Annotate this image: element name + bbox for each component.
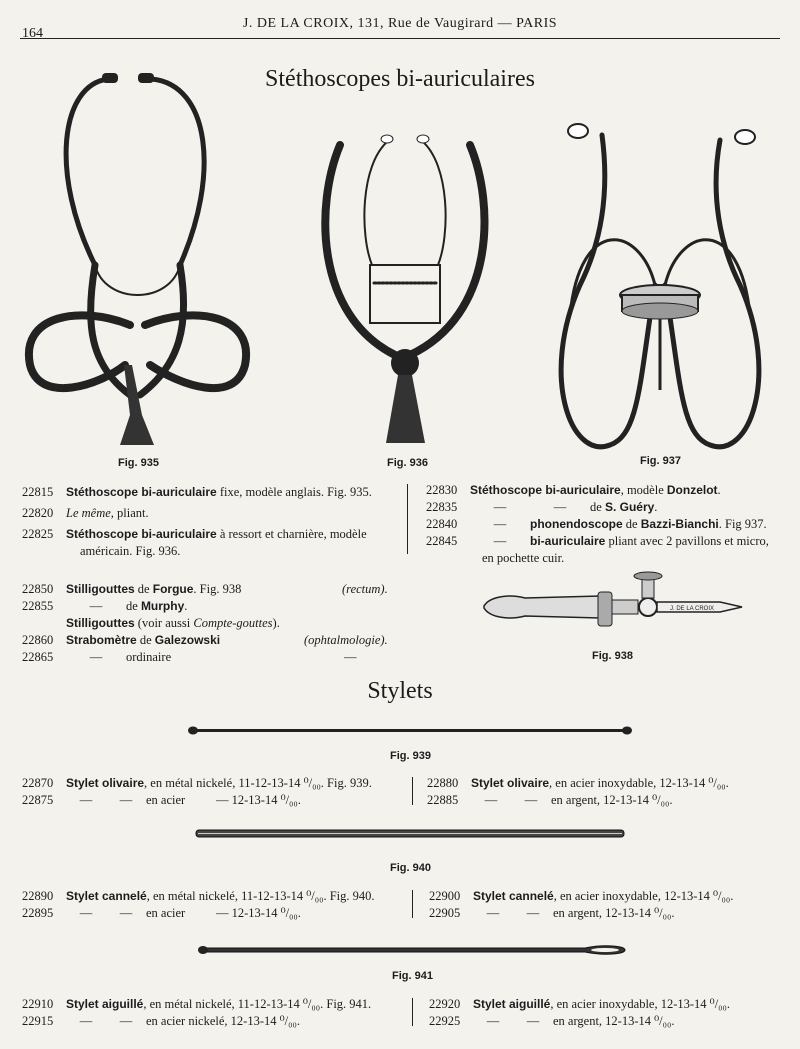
stethoscope-936-illustration (310, 125, 500, 450)
stylet-cannele-right (429, 888, 794, 922)
stylet-939-illustration (185, 720, 635, 740)
dropper-engraving: J. DE LA CROIX (670, 606, 715, 612)
section-title-stethoscopes: Stéthoscopes bi-auriculaires (265, 66, 535, 92)
fig-939-caption: Fig. 939 (390, 750, 431, 762)
list-item: 22885 — — en argent, 12-13-14 ⁰/₀₀. (427, 793, 673, 807)
column-divider (407, 484, 408, 554)
list-item: 22815 Stéthoscope bi-auriculaire fixe, modèle anglais. Fig. 935. (22, 485, 372, 499)
list-item: 22845 — bi-auriculaire pliant avec 2 pavillons et micro, (426, 534, 769, 548)
fig-935-caption: Fig. 935 (118, 457, 159, 469)
list-item-continuation: en pochette cuir. (482, 551, 565, 565)
list-item: 22925 — — en argent, 12-13-14 ⁰/₀₀. (429, 1014, 675, 1028)
column-divider (412, 890, 413, 918)
list-item: 22865 — ordinaire — (22, 650, 357, 664)
list-item: 22880 Stylet olivaire, en acier inoxydable, 12-13-14 ⁰/₀₀. (427, 776, 729, 790)
list-item: Stilligouttes (voir aussi Compte-gouttes). (66, 616, 280, 630)
list-item: 22890 Stylet cannelé, en métal nickelé, 11-12-13-14 ⁰/₀₀. Fig. 940. (22, 889, 375, 903)
fig-938-caption: Fig. 938 (592, 650, 633, 662)
list-item: 22870 Stylet olivaire, en métal nickelé, 11-12-13-14 ⁰/₀₀. Fig. 939. (22, 776, 372, 790)
fig-941-caption: Fig. 941 (392, 970, 433, 982)
section-title-stylets: Stylets (367, 678, 433, 704)
stylet-aiguille-right (429, 996, 794, 1030)
list-item: 22915 — — en acier nickelé, 12-13-14 ⁰/₀₀. (22, 1014, 300, 1028)
list-item: 22905 — — en argent, 12-13-14 ⁰/₀₀. (429, 906, 675, 920)
fig-940-caption: Fig. 940 (390, 862, 431, 874)
stylet-cannele-left (22, 888, 412, 922)
fig-937-caption: Fig. 937 (640, 455, 681, 467)
header-rule (20, 38, 780, 39)
list-item: 22855 — de Murphy. (22, 599, 188, 613)
stylet-olivaire-right (427, 775, 792, 809)
stylet-940-illustration (190, 826, 630, 842)
list-item: 22920 Stylet aiguillé, en acier inoxydable, 12-13-14 ⁰/₀₀. (429, 997, 731, 1011)
list-item: 22825 Stéthoscope bi-auriculaire à ressort et charnière, modèle (22, 527, 367, 541)
list-item: 22820 Le même, pliant. (22, 506, 149, 520)
list-item: 22850 Stilligouttes de Forgue. Fig. 938 (rectum). (22, 582, 388, 596)
stilligouttes-938-illustration (480, 570, 750, 635)
list-item-continuation: américain. Fig. 936. (80, 544, 181, 558)
list-item: 22830 Stéthoscope bi-auriculaire, modèle Donzelot. (426, 483, 721, 497)
list-item: 22875 — — en acier — 12-13-14 ⁰/₀₀. (22, 793, 301, 807)
list-item: 22860 Strabomètre de Galezowski (ophtalmologie). (22, 633, 388, 647)
stethoscope-937-illustration (540, 115, 780, 460)
stylet-aiguille-left (22, 996, 412, 1030)
stethoscope-entries-left (22, 484, 402, 560)
misc-entries (22, 581, 402, 666)
stylet-olivaire-left (22, 775, 412, 809)
list-item: 22895 — — en acier — 12-13-14 ⁰/₀₀. (22, 906, 301, 920)
stethoscope-entries-right (426, 482, 791, 567)
list-item: 22900 Stylet cannelé, en acier inoxydable, 12-13-14 ⁰/₀₀. (429, 889, 734, 903)
column-divider (412, 777, 413, 805)
stethoscope-935-illustration (20, 65, 260, 455)
page-number: 164 (22, 26, 43, 41)
list-item: 22910 Stylet aiguillé, en métal nickelé, 11-12-13-14 ⁰/₀₀. Fig. 941. (22, 997, 372, 1011)
column-divider (412, 998, 413, 1026)
stylet-941-illustration (195, 940, 630, 960)
list-item: 22835 — — de S. Guéry. (426, 500, 658, 514)
fig-936-caption: Fig. 936 (387, 457, 428, 469)
running-head: J. DE LA CROIX, 131, Rue de Vaugirard — PARIS (242, 16, 558, 31)
list-item: 22840 — phonendoscope de Bazzi-Bianchi. Fig 937. (426, 517, 767, 531)
